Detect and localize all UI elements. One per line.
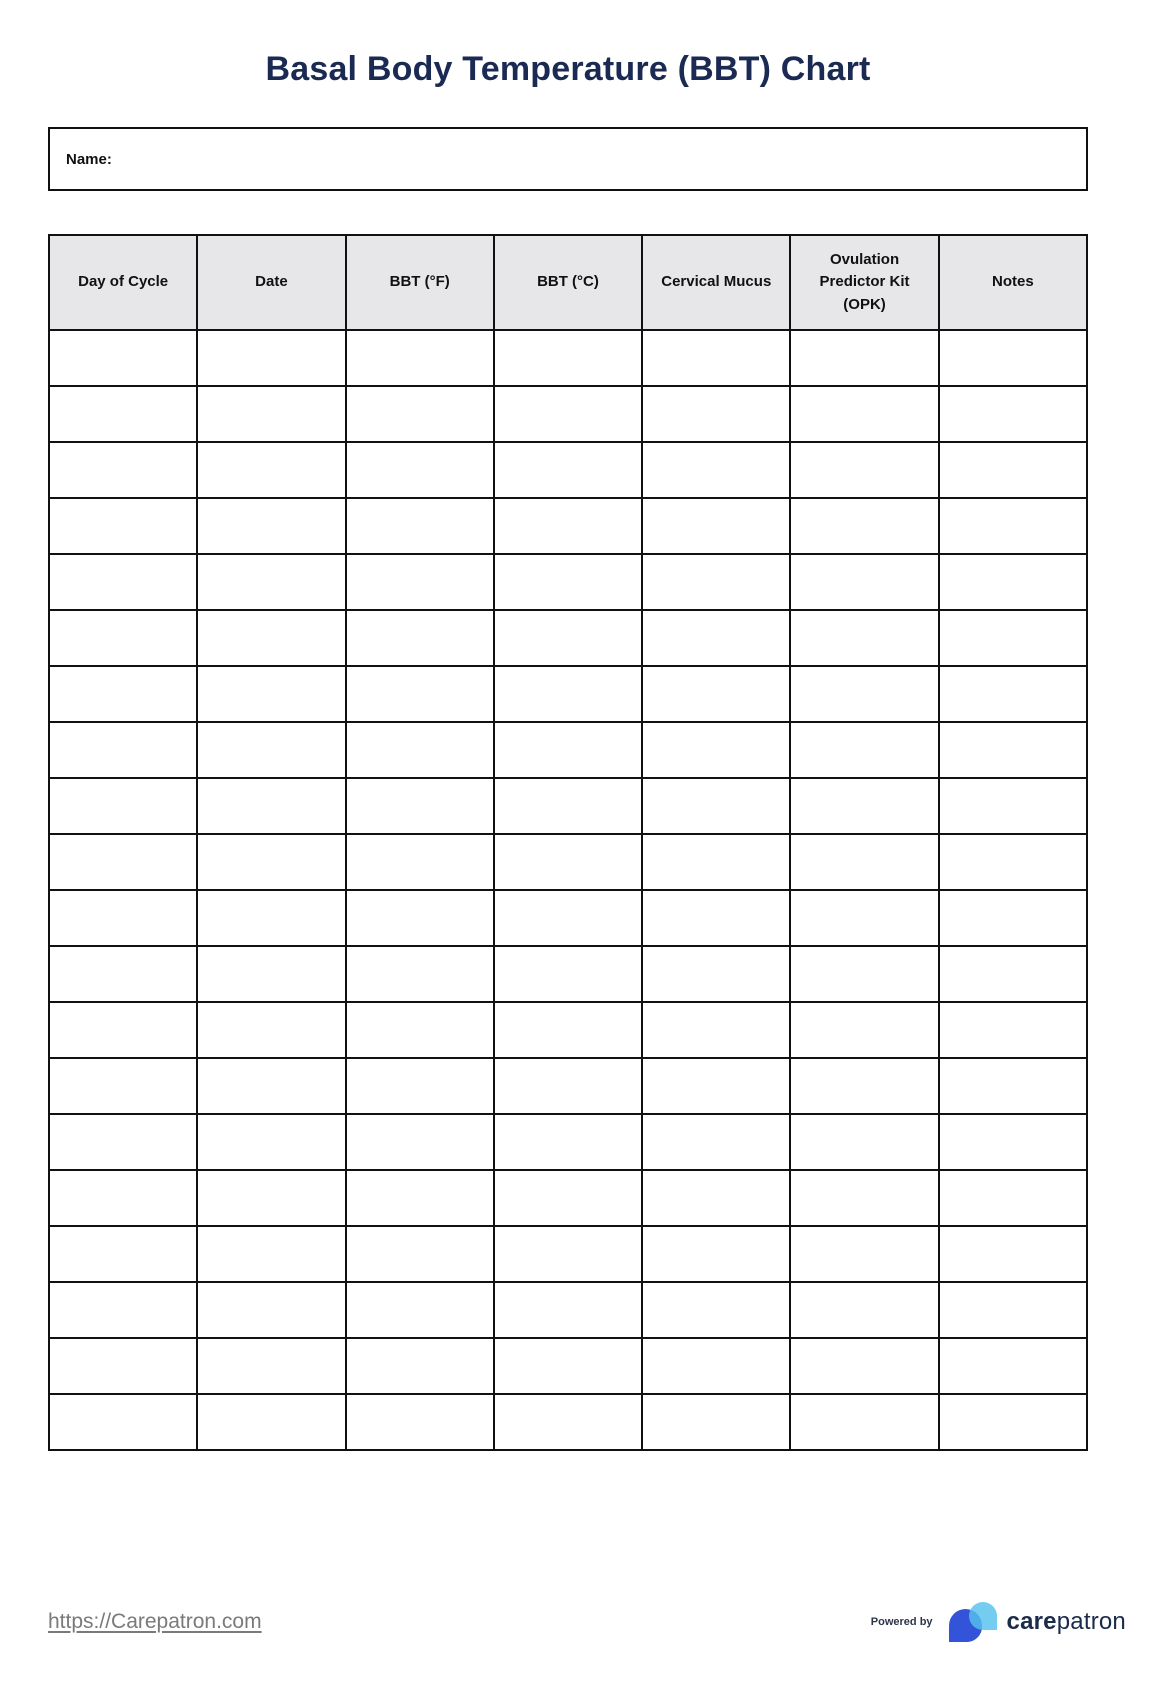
table-cell — [642, 386, 790, 442]
table-cell — [346, 1058, 494, 1114]
table-cell — [49, 1170, 197, 1226]
table-cell — [642, 1394, 790, 1450]
table-cell — [642, 1282, 790, 1338]
table-cell — [494, 1282, 642, 1338]
table-cell — [642, 1170, 790, 1226]
table-row — [49, 1338, 1087, 1394]
table-row — [49, 386, 1087, 442]
table-row — [49, 610, 1087, 666]
table-cell — [346, 498, 494, 554]
table-cell — [197, 890, 345, 946]
table-cell — [494, 1114, 642, 1170]
table-cell — [790, 946, 938, 1002]
table-cell — [642, 1058, 790, 1114]
table-cell — [346, 386, 494, 442]
table-row — [49, 722, 1087, 778]
table-cell — [790, 1282, 938, 1338]
table-cell — [49, 890, 197, 946]
table-cell — [790, 330, 938, 386]
table-cell — [790, 1338, 938, 1394]
table-cell — [939, 610, 1087, 666]
table-row — [49, 834, 1087, 890]
name-field-value[interactable] — [120, 129, 1086, 189]
column-header: Notes — [939, 235, 1087, 330]
table-cell — [494, 330, 642, 386]
table-cell — [642, 554, 790, 610]
table-cell — [346, 666, 494, 722]
table-cell — [939, 554, 1087, 610]
table-cell — [197, 666, 345, 722]
table-cell — [642, 666, 790, 722]
table-cell — [197, 1170, 345, 1226]
table-cell — [642, 890, 790, 946]
table-cell — [494, 610, 642, 666]
bbt-table-header — [49, 235, 1087, 330]
table-cell — [49, 1114, 197, 1170]
table-cell — [642, 330, 790, 386]
table-cell — [939, 386, 1087, 442]
table-cell — [790, 1114, 938, 1170]
table-row — [49, 498, 1087, 554]
table-cell — [346, 1226, 494, 1282]
table-cell — [49, 722, 197, 778]
page-title: Basal Body Temperature (BBT) Chart — [265, 50, 871, 88]
table-cell — [939, 1282, 1087, 1338]
table-cell — [494, 1170, 642, 1226]
table-cell — [939, 666, 1087, 722]
table-cell — [642, 1226, 790, 1282]
table-cell — [49, 1394, 197, 1450]
column-header: BBT (°C) — [494, 235, 642, 330]
table-cell — [197, 330, 345, 386]
table-cell — [790, 778, 938, 834]
table-cell — [494, 722, 642, 778]
table-cell — [346, 722, 494, 778]
table-cell — [49, 610, 197, 666]
table-cell — [494, 946, 642, 1002]
table-cell — [939, 834, 1087, 890]
table-cell — [642, 1338, 790, 1394]
table-cell — [790, 834, 938, 890]
table-cell — [197, 1282, 345, 1338]
table-row — [49, 1226, 1087, 1282]
table-cell — [642, 1002, 790, 1058]
table-cell — [346, 554, 494, 610]
table-cell — [790, 442, 938, 498]
table-row — [49, 666, 1087, 722]
table-cell — [494, 1394, 642, 1450]
column-header: Date — [197, 235, 345, 330]
table-cell — [346, 442, 494, 498]
table-cell — [346, 1394, 494, 1450]
table-cell — [197, 1338, 345, 1394]
table-cell — [939, 442, 1087, 498]
table-cell — [494, 498, 642, 554]
carepatron-logo-icon — [947, 1600, 999, 1644]
table-cell — [197, 386, 345, 442]
logo-light-bubble — [969, 1602, 997, 1630]
column-header: Day of Cycle — [49, 235, 197, 330]
table-cell — [494, 386, 642, 442]
table-cell — [642, 834, 790, 890]
table-cell — [939, 330, 1087, 386]
table-cell — [49, 1226, 197, 1282]
table-cell — [790, 1058, 938, 1114]
table-cell — [939, 1170, 1087, 1226]
table-row — [49, 1170, 1087, 1226]
table-cell — [790, 1226, 938, 1282]
table-cell — [49, 554, 197, 610]
table-cell — [197, 946, 345, 1002]
table-cell — [346, 890, 494, 946]
table-cell — [197, 498, 345, 554]
name-field-box — [48, 127, 1088, 191]
table-cell — [494, 834, 642, 890]
table-cell — [790, 1170, 938, 1226]
table-row — [49, 1058, 1087, 1114]
table-cell — [939, 1394, 1087, 1450]
table-cell — [790, 1394, 938, 1450]
table-cell — [346, 1114, 494, 1170]
table-header-row — [49, 235, 1087, 330]
table-cell — [346, 330, 494, 386]
name-field-label: Name: — [66, 150, 112, 168]
table-cell — [346, 1282, 494, 1338]
carepatron-link[interactable]: https://Carepatron.com — [48, 1610, 262, 1633]
table-cell — [642, 442, 790, 498]
table-cell — [346, 834, 494, 890]
table-cell — [642, 778, 790, 834]
table-cell — [346, 1170, 494, 1226]
table-cell — [790, 722, 938, 778]
table-cell — [49, 1282, 197, 1338]
table-cell — [494, 554, 642, 610]
table-cell — [642, 946, 790, 1002]
table-cell — [197, 1058, 345, 1114]
table-cell — [494, 666, 642, 722]
table-cell — [346, 946, 494, 1002]
table-cell — [346, 610, 494, 666]
table-row — [49, 554, 1087, 610]
table-cell — [49, 1002, 197, 1058]
table-cell — [49, 442, 197, 498]
table-cell — [790, 554, 938, 610]
table-cell — [197, 778, 345, 834]
table-cell — [346, 1338, 494, 1394]
table-cell — [939, 1338, 1087, 1394]
table-row — [49, 1282, 1087, 1338]
table-cell — [197, 1226, 345, 1282]
table-cell — [197, 1114, 345, 1170]
table-cell — [49, 946, 197, 1002]
table-cell — [49, 330, 197, 386]
table-cell — [494, 778, 642, 834]
table-cell — [346, 1002, 494, 1058]
table-row — [49, 778, 1087, 834]
table-cell — [790, 1002, 938, 1058]
table-cell — [197, 1394, 345, 1450]
table-cell — [939, 722, 1087, 778]
column-header: Ovulation Predictor Kit (OPK) — [790, 235, 938, 330]
carepatron-brand — [871, 1600, 1126, 1644]
table-cell — [49, 834, 197, 890]
table-cell — [494, 1002, 642, 1058]
table-cell — [49, 666, 197, 722]
table-row — [49, 330, 1087, 386]
table-cell — [49, 386, 197, 442]
table-row — [49, 946, 1087, 1002]
table-row — [49, 1002, 1087, 1058]
table-cell — [790, 890, 938, 946]
table-cell — [494, 890, 642, 946]
table-row — [49, 442, 1087, 498]
table-cell — [197, 554, 345, 610]
table-cell — [790, 666, 938, 722]
table-row — [49, 890, 1087, 946]
bbt-table — [48, 234, 1088, 1451]
powered-by-label: Powered by — [870, 1616, 933, 1628]
table-cell — [494, 1338, 642, 1394]
table-cell — [494, 1226, 642, 1282]
table-cell — [197, 1002, 345, 1058]
bbt-table-body — [49, 330, 1087, 1450]
table-cell — [197, 442, 345, 498]
table-cell — [790, 610, 938, 666]
table-cell — [939, 1226, 1087, 1282]
table-row — [49, 1394, 1087, 1450]
table-cell — [197, 610, 345, 666]
table-cell — [939, 1114, 1087, 1170]
table-cell — [49, 778, 197, 834]
table-cell — [642, 498, 790, 554]
table-cell — [939, 1002, 1087, 1058]
table-cell — [494, 1058, 642, 1114]
carepatron-logotype — [1007, 1608, 1126, 1636]
table-cell — [939, 778, 1087, 834]
bbt-chart-document — [0, 52, 1176, 1682]
table-cell — [939, 1058, 1087, 1114]
table-cell — [197, 834, 345, 890]
table-cell — [939, 946, 1087, 1002]
table-cell — [49, 1338, 197, 1394]
table-cell — [790, 498, 938, 554]
logotype-care: care — [1006, 1608, 1057, 1635]
table-cell — [494, 442, 642, 498]
table-cell — [642, 1114, 790, 1170]
table-cell — [642, 610, 790, 666]
table-cell — [939, 498, 1087, 554]
table-cell — [939, 890, 1087, 946]
column-header: Cervical Mucus — [642, 235, 790, 330]
table-cell — [346, 778, 494, 834]
table-row — [49, 1114, 1087, 1170]
table-cell — [49, 498, 197, 554]
table-cell — [49, 1058, 197, 1114]
footer — [48, 1600, 1126, 1644]
table-cell — [790, 386, 938, 442]
table-cell — [197, 722, 345, 778]
table-cell — [642, 722, 790, 778]
logotype-patron: patron — [1056, 1608, 1126, 1635]
column-header: BBT (°F) — [346, 235, 494, 330]
